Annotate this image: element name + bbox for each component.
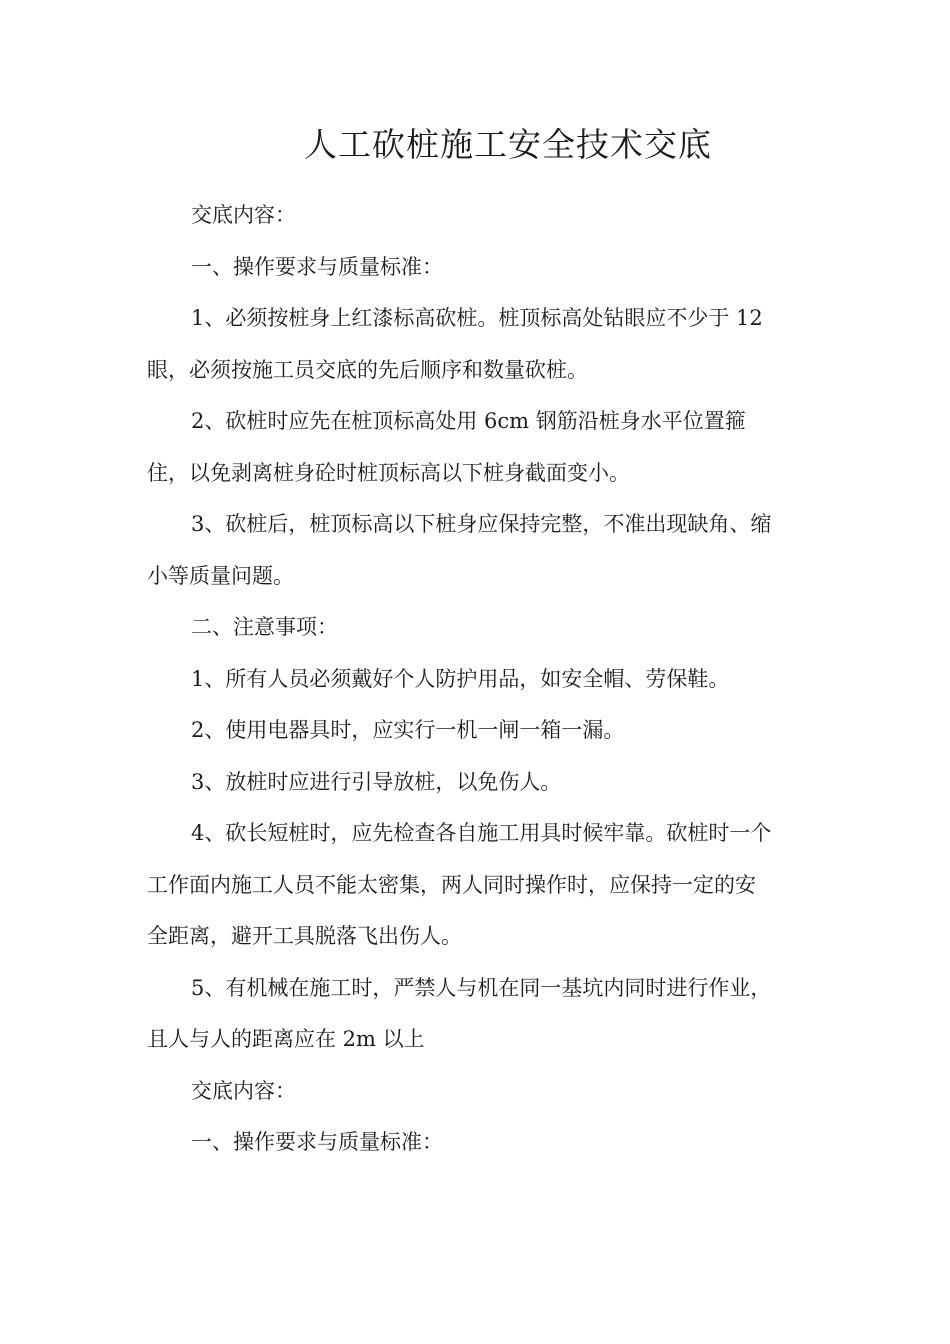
text-line: 工作面内施工人员不能太密集，两人同时操作时，应保持一定的安 [147,872,756,897]
text-line: 交底内容： [191,1078,296,1103]
section-heading-requirements-repeat [147,1117,807,1169]
document-title: 人工砍桩施工安全技术交底 [304,125,712,164]
text-line: 一、操作要求与质量标准： [191,254,443,279]
section-heading-requirements [147,242,807,294]
text-line: 住，以免剥离桩身砼时桩顶标高以下桩身截面变小。 [147,460,630,485]
section-heading-notes [147,602,807,654]
text-line: 全距离，避开工具脱落飞出伤人。 [147,924,462,948]
text-line: 3、放桩时应进行引导放桩，以免伤人。 [191,769,562,794]
text-line: 5、有机械在施工时，严禁人与机在同一基坑内同时进行作业， [191,975,772,1000]
text-line: 2、砍桩时应先在桩顶标高处用 6cm 钢筋沿桩身水平位置箍 [191,409,746,433]
text-line: 交底内容： [191,203,296,227]
text-line: 1、必须按桩身上红漆标高砍桩。桩顶标高处钻眼应不少于 12 [191,306,763,330]
note-item-4 [147,808,807,963]
text-line: 小等质量问题。 [147,563,294,588]
text-line: 二、注意事项： [191,615,338,639]
note-item-5 [147,963,807,1066]
text-line: 4、砍长短桩时，应先检查各自施工用具时候牢靠。砍桩时一个 [191,821,772,845]
text-line: 且人与人的距离应在 2m 以上 [147,1027,425,1051]
note-item-3 [147,757,807,809]
requirement-item-3 [147,499,807,602]
text-line: 3、砍桩后，桩顶标高以下桩身应保持完整，不准出现缺角、缩 [191,512,772,536]
text-line: 2、使用电器具时，应实行一机一闸一箱一漏。 [191,718,625,742]
requirement-item-2 [147,396,807,499]
note-item-1 [147,654,807,706]
section-label-content [147,190,807,242]
section-label-content-repeat [147,1066,807,1118]
note-item-2 [147,705,807,757]
requirement-item-1 [147,293,807,396]
text-line: 一、操作要求与质量标准： [191,1130,443,1154]
text-line: 1、所有人员必须戴好个人防护用品，如安全帽、劳保鞋。 [191,666,730,691]
document-body [147,190,807,1169]
text-line: 眼，必须按施工员交底的先后顺序和数量砍桩。 [147,357,588,382]
